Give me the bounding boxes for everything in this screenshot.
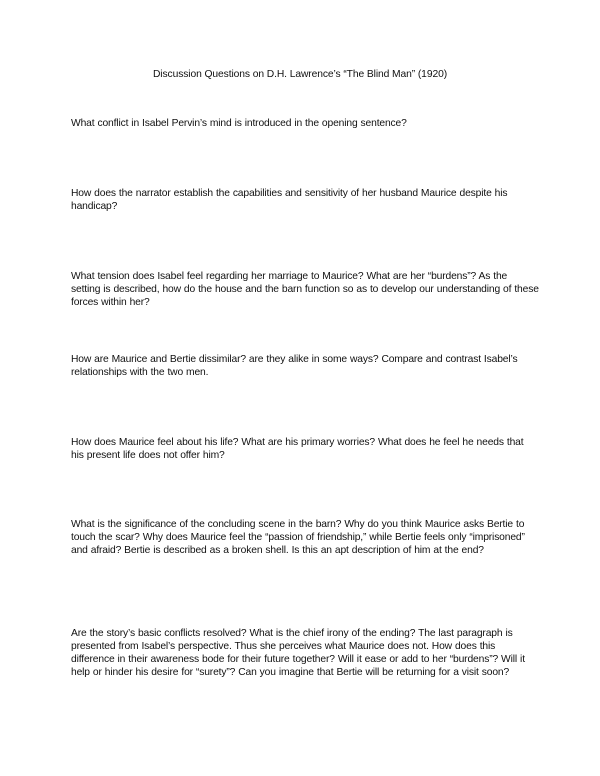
question-7: Are the story’s basic conflicts resolved? What is the chief irony of the ending? The last paragraph is presented from Isabel’s perspective. Thus she perceives what Maurice does not. How does this difference in their awareness bode for their future together? Will it ease or add to her “burdens”? Will it help or hinder his desire for “surety”? Can you imagine that Bertie will be returning for a visit soon? — [71, 628, 525, 678]
question-5: How does Maurice feel about his life? What are his primary worries? What does he feel he needs that his present life does not offer him? — [71, 437, 524, 461]
question-3: What tension does Isabel feel regarding her marriage to Maurice? What are her “burdens”? As the setting is described, how do the house and the barn function so as to develop our understanding of these forces within her? — [71, 271, 539, 308]
question-6: What is the significance of the concluding scene in the barn? Why do you think Maurice asks Bertie to touch the scar? Why does Maurice feel the “passion of friendship,” while Bertie feels only “imprisoned” and afraid? Bertie is described as a broken shell. Is this an apt description of him at the end? — [71, 519, 525, 556]
question-1: What conflict in Isabel Pervin’s mind is introduced in the opening sentence? — [71, 118, 407, 129]
page-title: Discussion Questions on D.H. Lawrence’s “The Blind Man” (1920) — [152, 69, 448, 80]
question-4: How are Maurice and Bertie dissimilar? are they alike in some ways? Compare and contrast Isabel’s relationships with the two men. — [71, 354, 518, 378]
question-2: How does the narrator establish the capabilities and sensitivity of her husband Maurice despite his handicap? — [71, 188, 508, 212]
